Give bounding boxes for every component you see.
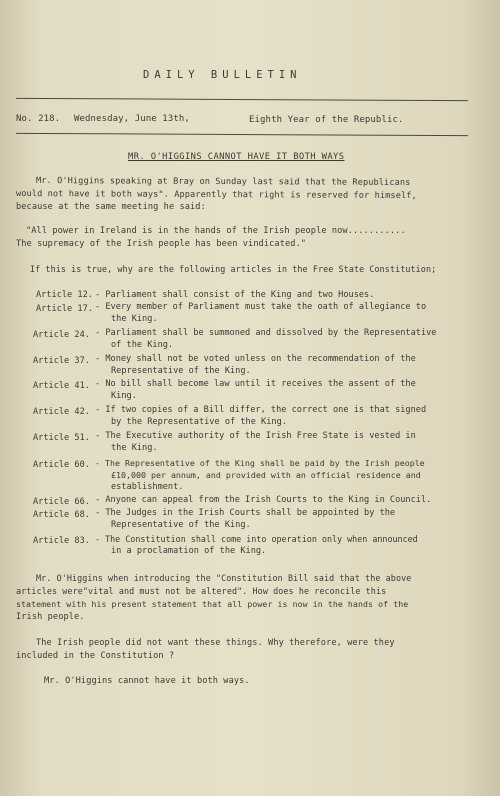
article-label: Article 42.: [33, 407, 90, 417]
article-text: - Money shall not be voted unless on the recommendation of the: [95, 354, 416, 364]
article-text: the King.: [111, 314, 158, 324]
closing-line: articles were"vital and must not be altered". How does he reconcile this: [16, 586, 387, 596]
article-text: establishment.: [111, 482, 184, 492]
republic-year: Eighth Year of the Republic.: [249, 115, 404, 125]
article-label: Article 83.: [33, 536, 90, 546]
article-text: of the King.: [111, 340, 174, 350]
quote-line: The supremacy of the Irish people has been vindicated.": [16, 239, 307, 249]
intro-line: because at the same meeting he said:: [16, 202, 206, 212]
article-label: Article 12.: [36, 290, 93, 300]
intro-line: Mr. O'Higgins speaking at Bray on Sunday last said that the Republicans: [35, 176, 411, 188]
top-rule: [16, 98, 468, 101]
bottom-rule: [16, 133, 468, 136]
article-text: - No bill shall become law until it receives the assent of the: [95, 379, 416, 389]
article-text: by the Representative of the King.: [111, 417, 287, 427]
article-label: Article 66.: [33, 497, 90, 507]
closing-line: Irish people.: [16, 612, 85, 622]
bulletin-number: No. 218.: [16, 114, 61, 124]
article-text: - If two copies of a Bill differ, the correct one is that signed: [95, 405, 427, 415]
final-question-line: included in the Constitution ?: [16, 651, 175, 661]
article-label: Article 17.: [36, 304, 93, 314]
article-text: - Parliament shall be summoned and dissolved by the Representative: [95, 328, 437, 338]
article-text: - Every member of Parliament must take the oath of allegiance to: [95, 302, 427, 312]
article-label: Article 41.: [33, 381, 90, 391]
article-text: - The Constitution shall come into operation only when announced: [95, 534, 418, 544]
article-heading: MR. O'HIGGINS CANNOT HAVE IT BOTH WAYS: [128, 152, 345, 162]
article-text: - The Representative of the King shall be paid by the Irish people: [95, 458, 425, 468]
article-label: Article 24.: [33, 330, 90, 340]
final-question-line: The Irish people did not want these things. Why therefore, were they: [36, 638, 395, 648]
article-text: in a proclamation of the King.: [111, 546, 267, 556]
bulletin-date: Wednesday, June 13th,: [74, 114, 190, 124]
article-text: the King.: [111, 443, 158, 453]
article-text: - The Judges in the Irish Courts shall be appointed by the: [95, 508, 396, 518]
article-label: Article 60.: [33, 460, 90, 470]
article-text: King.: [111, 391, 137, 401]
article-text: - Anyone can appeal from the Irish Courts to the King in Council.: [95, 495, 432, 505]
question-line: If this is true, why are the following articles in the Free State Constitution;: [30, 264, 437, 274]
article-label: Article 37.: [33, 356, 90, 366]
article-text: Representative of the King.: [111, 520, 251, 530]
closing-line: statement with his present statement that all power is now in the hands of the: [16, 599, 409, 609]
article-text: Representative of the King.: [111, 366, 251, 376]
article-label: Article 68.: [33, 510, 90, 520]
intro-line: would not have it both ways". Apparently that right is reserved for himself,: [15, 189, 417, 202]
article-label: Article 51.: [33, 433, 90, 443]
article-text: £10,000 per annum, and provided with an official residence and: [111, 470, 421, 480]
quote-line: "All power in Ireland is in the hands of the Irish people now...........: [26, 226, 406, 236]
final-line: Mr. O'Higgins cannot have it both ways.: [44, 676, 250, 686]
bulletin-title: DAILY BULLETIN: [143, 69, 302, 81]
closing-line: Mr. O'Higgins when introducing the "Constitution Bill said that the above: [36, 573, 412, 583]
article-text: - The Executive authority of the Irish Free State is vested in: [95, 431, 416, 441]
article-text: - Parliament shall consist of the King and two Houses.: [95, 290, 375, 300]
